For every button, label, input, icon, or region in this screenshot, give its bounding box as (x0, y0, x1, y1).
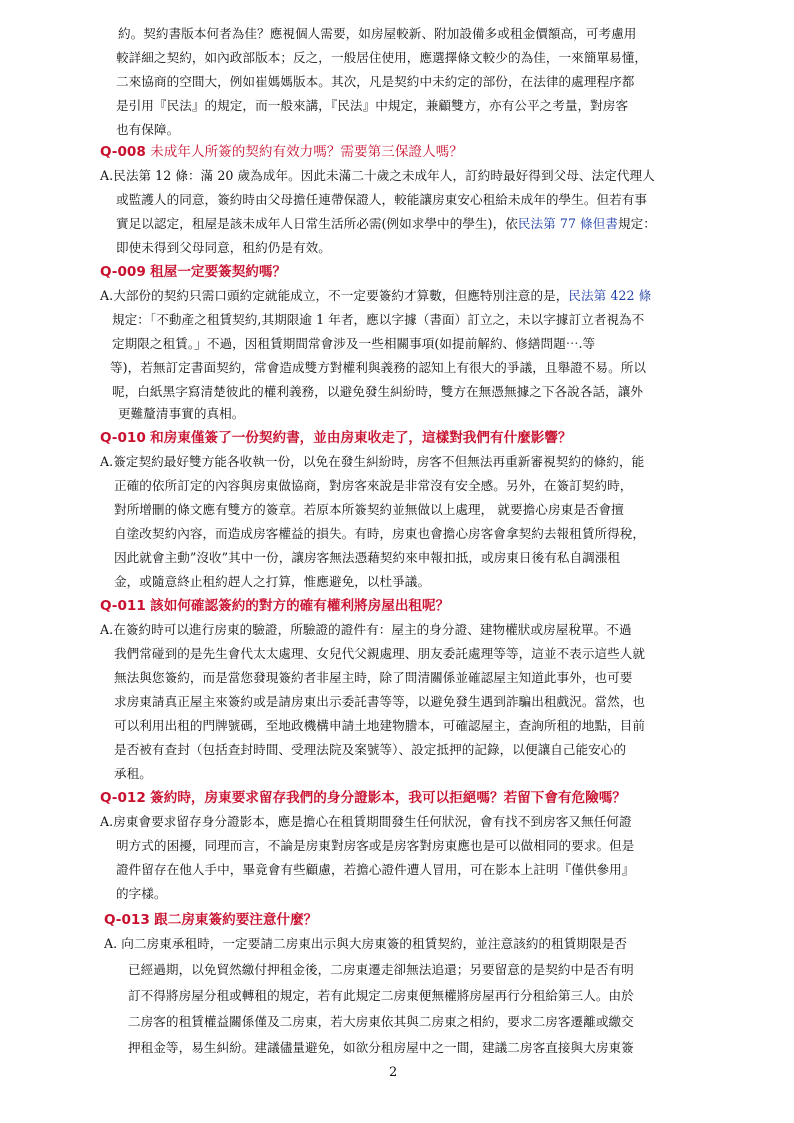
answer-line: A. 向二房東承租時，一定要請二房東出示與大房東簽的租賃契約，並注意該約的租賃期限是否 (104, 936, 628, 951)
question-id: Q-013 (104, 912, 150, 928)
intro-line: 也有保障。 (116, 122, 180, 137)
question-heading-q013 (104, 910, 317, 930)
question-id: Q-010 (100, 430, 146, 446)
answer-line: 呢，白紙黑字寫清楚彼此的權利義務，以避免發生糾紛時，雙方在無憑無據之下各說各話，讓外 (112, 384, 644, 399)
law-reference-link[interactable]: 民法第 422 條 (568, 288, 652, 303)
answer-line: 即使未得到父母同意，租約仍是有效。 (116, 240, 331, 255)
question-heading-q011 (100, 596, 449, 616)
answer-line: 可以利用出租的門牌號碼，至地政機構申請土地建物謄本，可確認屋主，查詢所租的地點，目前 (114, 718, 646, 733)
answer-line: 證件留存在他人手中，畢竟會有些顧慮，若擔心證件遭人冒用，可在影本上註明『僅供參用』 (116, 862, 635, 877)
answer-line: 明方式的困擾，同理而言，不論是房東對房客或是房客對房東應也是可以做相同的要求。但是 (116, 838, 635, 853)
answer-text: A.大部份的契約只需口頭約定就能成立，不一定要簽約才算數，但應特別注意的是， (100, 288, 569, 303)
question-heading-q008 (100, 142, 463, 162)
answer-line: 對所增刪的條文應有雙方的簽章。若原本所簽契約並無做以上處理， 就要擔心房東是否會擅 (114, 502, 624, 517)
intro-line: 是引用『民法』的規定，而一般來講，『民法』中規定，兼顧雙方，亦有公平之考量，對房客 (116, 98, 629, 113)
answer-line: 求房東請真正屋主來簽約或是請房東出示委託書等等，以避免發生遇到詐騙出租戲況。當然，也 (114, 694, 646, 709)
answer-line: 承租。 (114, 766, 152, 781)
answer-line: 因此就會主動”沒收”其中一份，讓房客無法憑藉契約來申報扣抵，或房東日後有私自調漲租 (114, 550, 621, 565)
answer-line: 或監護人的同意，簽約時由父母擔任連帶保證人，較能讓房東安心租給未成年的學生。但若有事 (116, 192, 648, 207)
question-heading-q012 (100, 788, 626, 808)
question-id: Q-012 (100, 790, 146, 806)
answer-line: 二房客的租賃權益關係僅及二房東，若大房東依其與二房東之相約，要求二房客遷離或繳交 (128, 1014, 634, 1029)
answer-line: 自塗改契約內容，而造成房客權益的損失。有時，房東也會擔心房客會拿契約去報租賃所得稅， (114, 526, 646, 541)
answer-line: A.民法第 12 條：滿 20 歲為成年。因此未滿二十歲之未成年人，訂約時最好得到父母、法定代理人 (100, 168, 655, 183)
question-title: 未成年人所簽的契約有效力嗎？需要第三保證人嗎？ (150, 144, 463, 160)
answer-line: 無法與您簽約，而是當您發現簽約者非屋主時，除了問清關係並確認屋主知道此事外，也可要 (114, 670, 633, 685)
answer-line (116, 214, 656, 234)
question-title: 簽約時，房東要求留存我們的身分證影本，我可以拒絕嗎？若留下會有危險嗎？ (150, 790, 626, 806)
law-reference-link[interactable]: 民法第 77 條但書 (517, 216, 618, 231)
question-title: 該如何確認簽約的對方的確有權利將房屋出租呢？ (150, 598, 450, 614)
intro-line: 二來協商的空間大，例如崔媽媽版本。其次，凡是契約中未約定的部份，在法律的處理程序都 (116, 74, 635, 89)
answer-line: 是否被有查封（包括查封時間、受理法院及案號等）、設定抵押的記錄，以便讓自己能安心的 (114, 742, 627, 757)
answer-line: 金，或隨意終止租約趕人之打算，惟應避免，以杜爭議。 (114, 574, 431, 589)
question-title: 和房東僅簽了一份契約書，並由房東收走了，這樣對我們有什麼影響？ (150, 430, 572, 446)
question-title: 跟二房東簽約要注意什麼？ (154, 912, 318, 928)
answer-line: 的字樣。 (116, 886, 167, 901)
answer-line: A.簽定契約最好雙方能各收執一份，以免在發生糾紛時，房客不但無法再重新審視契約的條約，能 (100, 454, 645, 469)
question-title: 租屋一定要簽契約嗎？ (150, 264, 287, 280)
answer-line: 定期限之租賃。」不過，因租賃期間常會涉及一些相關事項(如提前解約、修繕問題⋯.等 (112, 336, 596, 351)
answer-line: 已經過期，以免貿然繳付押租金後，二房東遷走卻無法追還；另要留意的是契約中是否有明 (128, 962, 634, 977)
question-id: Q-009 (100, 264, 146, 280)
intro-line: 約。契約書版本何者為佳？應視個人需要，如房屋較新、附加設備多或租金價額高，可考慮用 (118, 26, 637, 41)
answer-line: 更難釐清事實的真相。 (118, 406, 245, 421)
question-id: Q-011 (100, 598, 146, 614)
answer-line: 訂不得將房屋分租或轉租的規定，若有此規定二房東便無權將房屋再行分租給第三人。由於 (128, 988, 634, 1003)
answer-line: A.房東會要求留存身分證影本，應是擔心在租賃期間發生任何狀況，會有找不到房客又無任何證 (100, 814, 632, 829)
answer-text: 實足以認定，租屋是該未成年人日常生活所必需(例如求學中的學生)，依 (116, 216, 518, 231)
answer-line: A.在簽約時可以進行房東的驗證，所驗證的證件有：屋主的身分證、建物權狀或房屋稅單。不過 (100, 622, 632, 637)
answer-line: 我們常碰到的是先生會代太太處理、女兒代父親處理、朋友委託處理等等，這並不表示這些人就 (114, 646, 646, 661)
page-number: 2 (389, 1065, 398, 1080)
question-id: Q-008 (100, 144, 146, 160)
answer-line: 等)，若無訂定書面契約，常會造成雙方對權利與義務的認知上有很大的爭議，且舉證不易。所以 (110, 360, 647, 375)
answer-text: 規定： (618, 216, 656, 231)
intro-line: 較詳細之契約，如內政部版本；反之，一般居住使用，應選擇條文較少的為佳，一來簡單易懂， (116, 50, 648, 65)
answer-line: 規定：「不動產之租賃契約,其期限逾 1 年者，應以字據（書面）訂立之，未以字據訂立者視為不 (112, 312, 645, 327)
question-heading-q010 (100, 428, 572, 448)
question-heading-q009 (100, 262, 286, 282)
answer-line (100, 286, 651, 306)
answer-line: 押租金等，易生糾紛。建議儘量避免，如欲分租房屋中之一間，建議二房客直接與大房東簽 (128, 1040, 634, 1055)
answer-line: 正確的依所訂定的內容與房東做協商，對房客來說是非常沒有安全感。另外，在簽訂契約時， (114, 478, 633, 493)
